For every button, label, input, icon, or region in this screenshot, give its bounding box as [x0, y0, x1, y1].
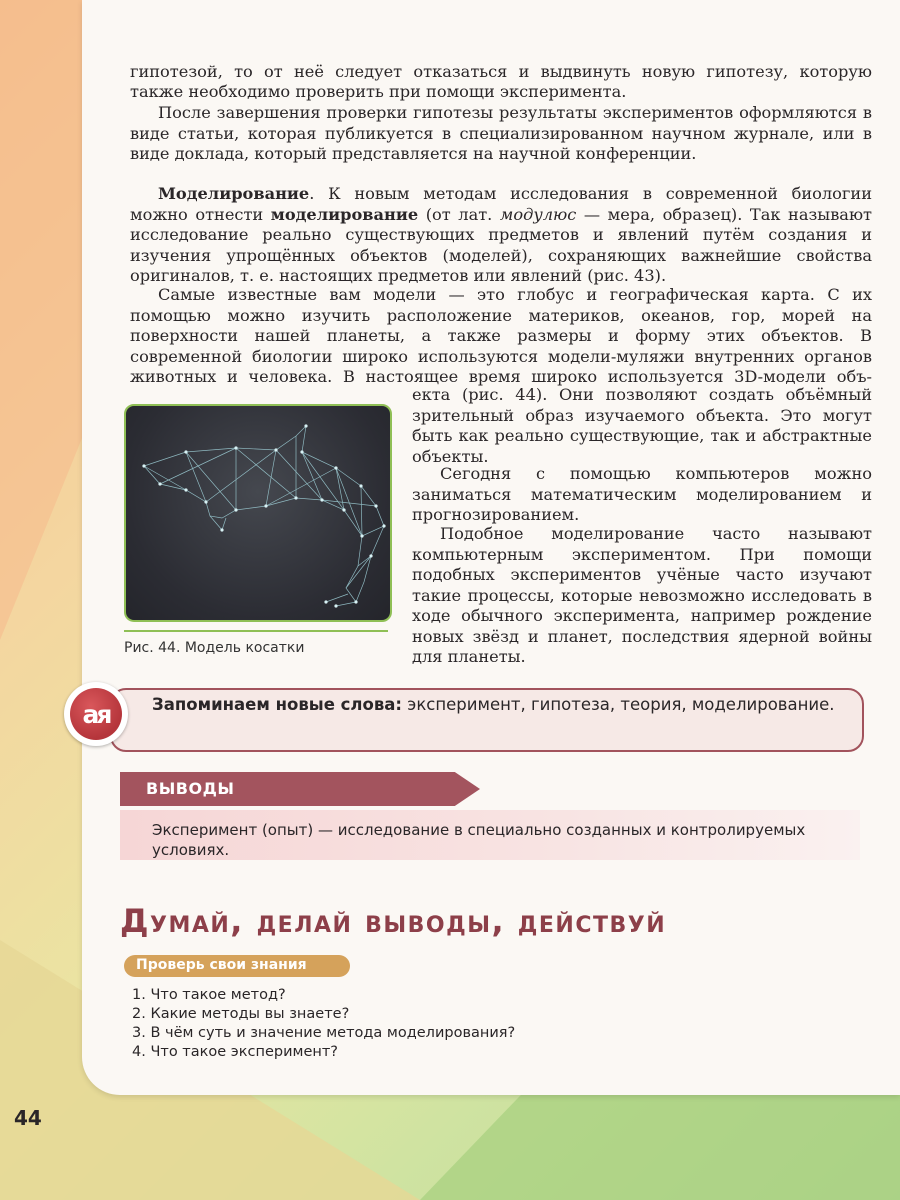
paragraph-computers: Сегодня с помощью компьютеров можно заниматься математическим моделированием и прогнозированием. [412, 464, 872, 524]
page-number: 44 [14, 1106, 42, 1130]
summary-title: ВЫВОДЫ [146, 779, 235, 798]
orca-model-figure [124, 404, 392, 622]
term: моделирование [270, 204, 419, 224]
question-item: 4. Что такое эксперимент? [132, 1044, 339, 1060]
new-words-text [152, 694, 842, 715]
check-knowledge-label: Проверь свои знания [136, 957, 307, 973]
paragraph-line: гипотезой, то от неё следует отказаться и выдвинуть новую гипотезу, которую [130, 62, 872, 81]
paragraph-modeling [130, 184, 872, 287]
questions-list [132, 986, 515, 1062]
figure-caption: Рис. 44. Модель косатки [124, 640, 305, 656]
new-words-label: Запоминаем новые слова: [152, 695, 403, 714]
new-words-list: эксперимент, гипотеза, теория, моделирование. [402, 695, 835, 714]
paragraph-line: также необходимо проверить при помощи эксперимента. [130, 82, 627, 101]
new-words-badge [64, 682, 128, 746]
question-item: 2. Какие методы вы знаете? [132, 1006, 350, 1022]
paragraph-computer-experiment: Подобное моделирование часто называют компьютерным экспериментом. При помощи подобных экспериментов учёные часто изучают такие процессы, которые невозможно исследовать в ходе обычного эксперимента, например рождение новых звёзд и планет, последствия ядерной войны для планеты. [412, 524, 872, 666]
latin-word: модулюс [499, 204, 577, 224]
new-words-badge-label: ая [70, 688, 122, 740]
text-segment: — мера, образец). Так называют исследование реально существующих предметов и явлений путём создания и изучения упрощённых объектов (моделей), сохраняющих важнейшие свойства оригиналов, т. е. настоящих предметов или явлений (рис. 43). [130, 204, 873, 285]
text-segment: (от лат. [418, 204, 500, 224]
paragraph-models: Самые известные вам модели — это глобус и географическая карта. С их помощью можно изучить расположение материков, океанов, гор, морей на поверхности нашей планеты, а также размеры и форму этих объектов. В современной биологии широко используются модели-муляжи внутренних органов животных и человека. В настоящее время широко используется 3D-модели объ- [130, 285, 872, 386]
question-item: 1. Что такое метод? [132, 987, 286, 1003]
paragraph-3d-models: екта (рис. 44). Они позволяют создать объёмный зрительный образ изучаемого объекта. Это могут быть как реально существующие, так и абстрактные объекты. [412, 385, 872, 466]
summary-text: Эксперимент (опыт) — исследование в специально созданных и контролируемых условиях. [152, 821, 806, 859]
paragraph-publication: После завершения проверки гипотезы результаты экспериментов оформляются в виде статьи, которая публикуется в специализированном научном журнале, или в виде доклада, который представляется на научной конференции. [130, 103, 872, 163]
text-segment: . К новым методам исследования в современной биологии можно отнести [130, 184, 872, 224]
question-item: 3. В чём суть и значение метода моделирования? [132, 1025, 516, 1041]
figure-underline [124, 630, 388, 632]
section-title: Думай, делай выводы, действуй [120, 902, 667, 940]
orca-wireframe-icon [126, 406, 390, 620]
term-heading: Моделирование [158, 184, 310, 203]
